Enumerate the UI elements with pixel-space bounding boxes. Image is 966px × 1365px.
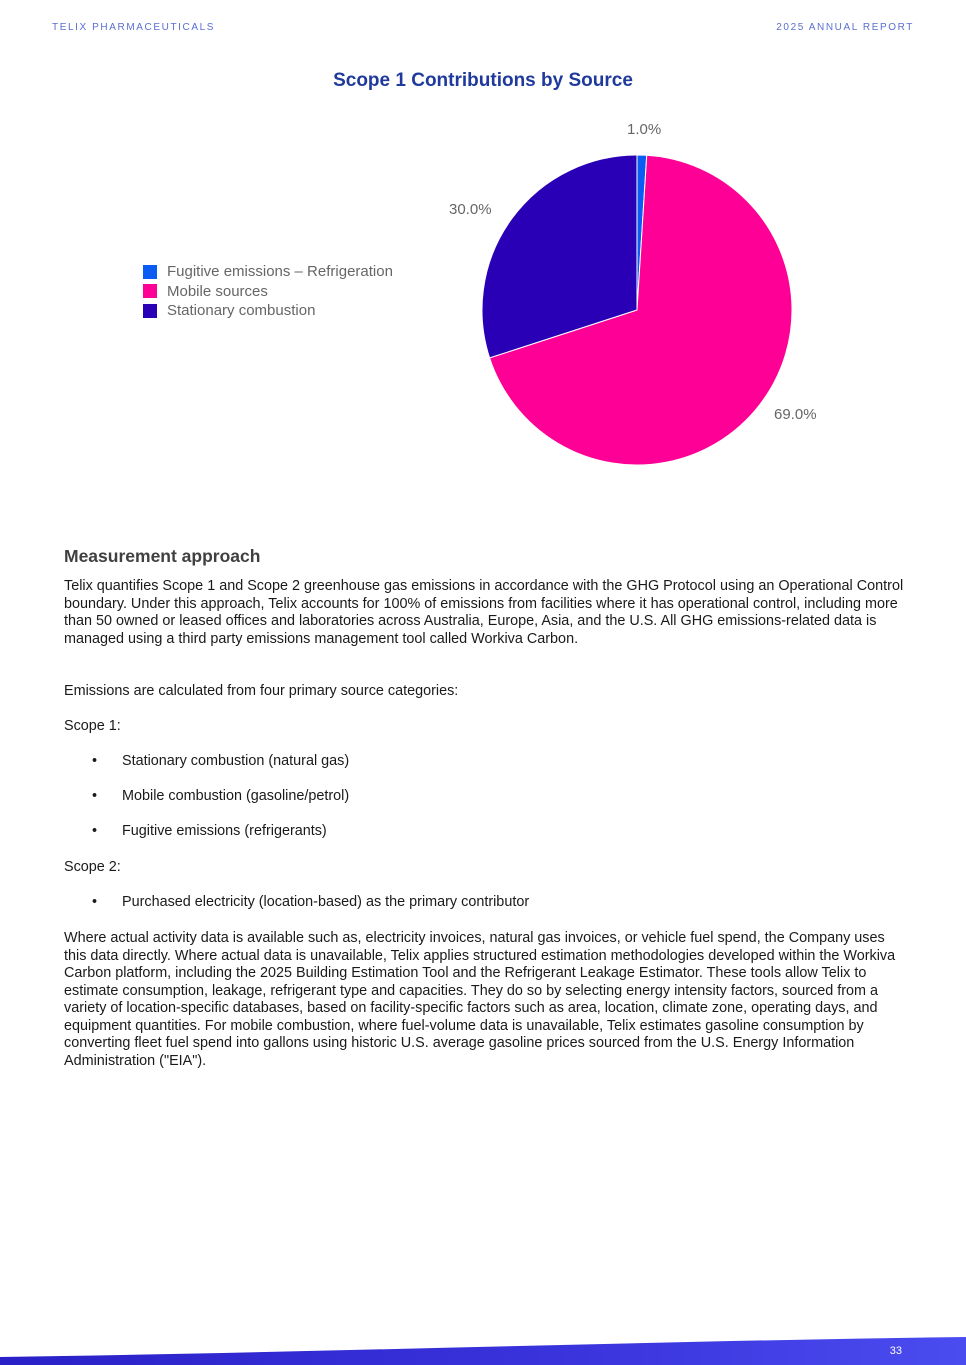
list-item-text: Stationary combustion (natural gas) [122, 753, 350, 769]
legend-label: Mobile sources [167, 282, 268, 300]
header-report: 2025 ANNUAL REPORT [776, 22, 914, 33]
scope2-label: Scope 2: [64, 859, 121, 875]
section-heading: Measurement approach [64, 546, 261, 566]
footer-wave [0, 1325, 966, 1365]
legend-swatch [143, 304, 157, 318]
list-item-text: Purchased electricity (location-based) as the primary contributor [122, 894, 530, 910]
legend-item [143, 301, 393, 321]
slice-label-mobile: 69.0% [774, 406, 817, 423]
legend-item [143, 282, 393, 302]
page-number: 33 [889, 1345, 902, 1357]
header-company: TELIX PHARMACEUTICALS [52, 22, 216, 33]
legend-item [143, 262, 393, 282]
legend-swatch [143, 265, 157, 279]
bullet-icon: • [92, 753, 98, 769]
bullet-icon: • [92, 788, 98, 804]
list-item-text: Mobile combustion (gasoline/petrol) [122, 788, 350, 804]
paragraph-intro: Telix quantifies Scope 1 and Scope 2 greenhouse gas emissions in accordance with the GHG Protocol using an Operational Control boundary. Under this approach, Telix accounts for 100% of emissions from facilities where it has operational control, including more than 50 owned or leased offices and laboratories across Australia, Europe, Asia, and the U.S. All GHG emissions-related data is managed using a third party emissions management tool called Workiva Carbon. [64, 578, 904, 647]
legend-label: Fugitive emissions – Refrigeration [167, 263, 393, 281]
paragraph-categories: Emissions are calculated from four primary source categories: [64, 683, 459, 699]
slice-label-stationary: 30.0% [449, 201, 492, 218]
legend-label: Stationary combustion [167, 302, 316, 320]
slice-label-refrigeration: 1.0% [627, 121, 662, 138]
list-item-text: Fugitive emissions (refrigerants) [122, 823, 327, 839]
chart-title: Scope 1 Contributions by Source [333, 70, 633, 91]
paragraph-methodology: Where actual activity data is available such as, electricity invoices, natural gas invoices, or vehicle fuel spend, the Company uses this data directly. Where actual data is unavailable, Telix applies structured estimation methodologies developed within the Workiva Carbon platform, including the 2025 Building Estimation Tool and the Refrigerant Leakage Estimator. These tools allow Telix to estimate consumption, leakage, refrigerant type and capacities. They do so by selecting energy intensity factors, sourced from a variety of location-specific databases, based on facility-specific factors such as area, location, climate zone, operating days, and equipment quantities. For mobile combustion, where fuel-volume data is unavailable, Telix estimates gasoline consumption by converting fleet fuel spend into gallons using historic U.S. average gasoline prices sourced from the U.S. Energy Information Administration ("EIA"). [64, 930, 896, 1069]
chart-legend [143, 262, 393, 321]
bullet-icon: • [92, 823, 98, 839]
legend-swatch [143, 284, 157, 298]
scope1-label: Scope 1: [64, 718, 121, 734]
bullet-icon: • [92, 894, 98, 910]
